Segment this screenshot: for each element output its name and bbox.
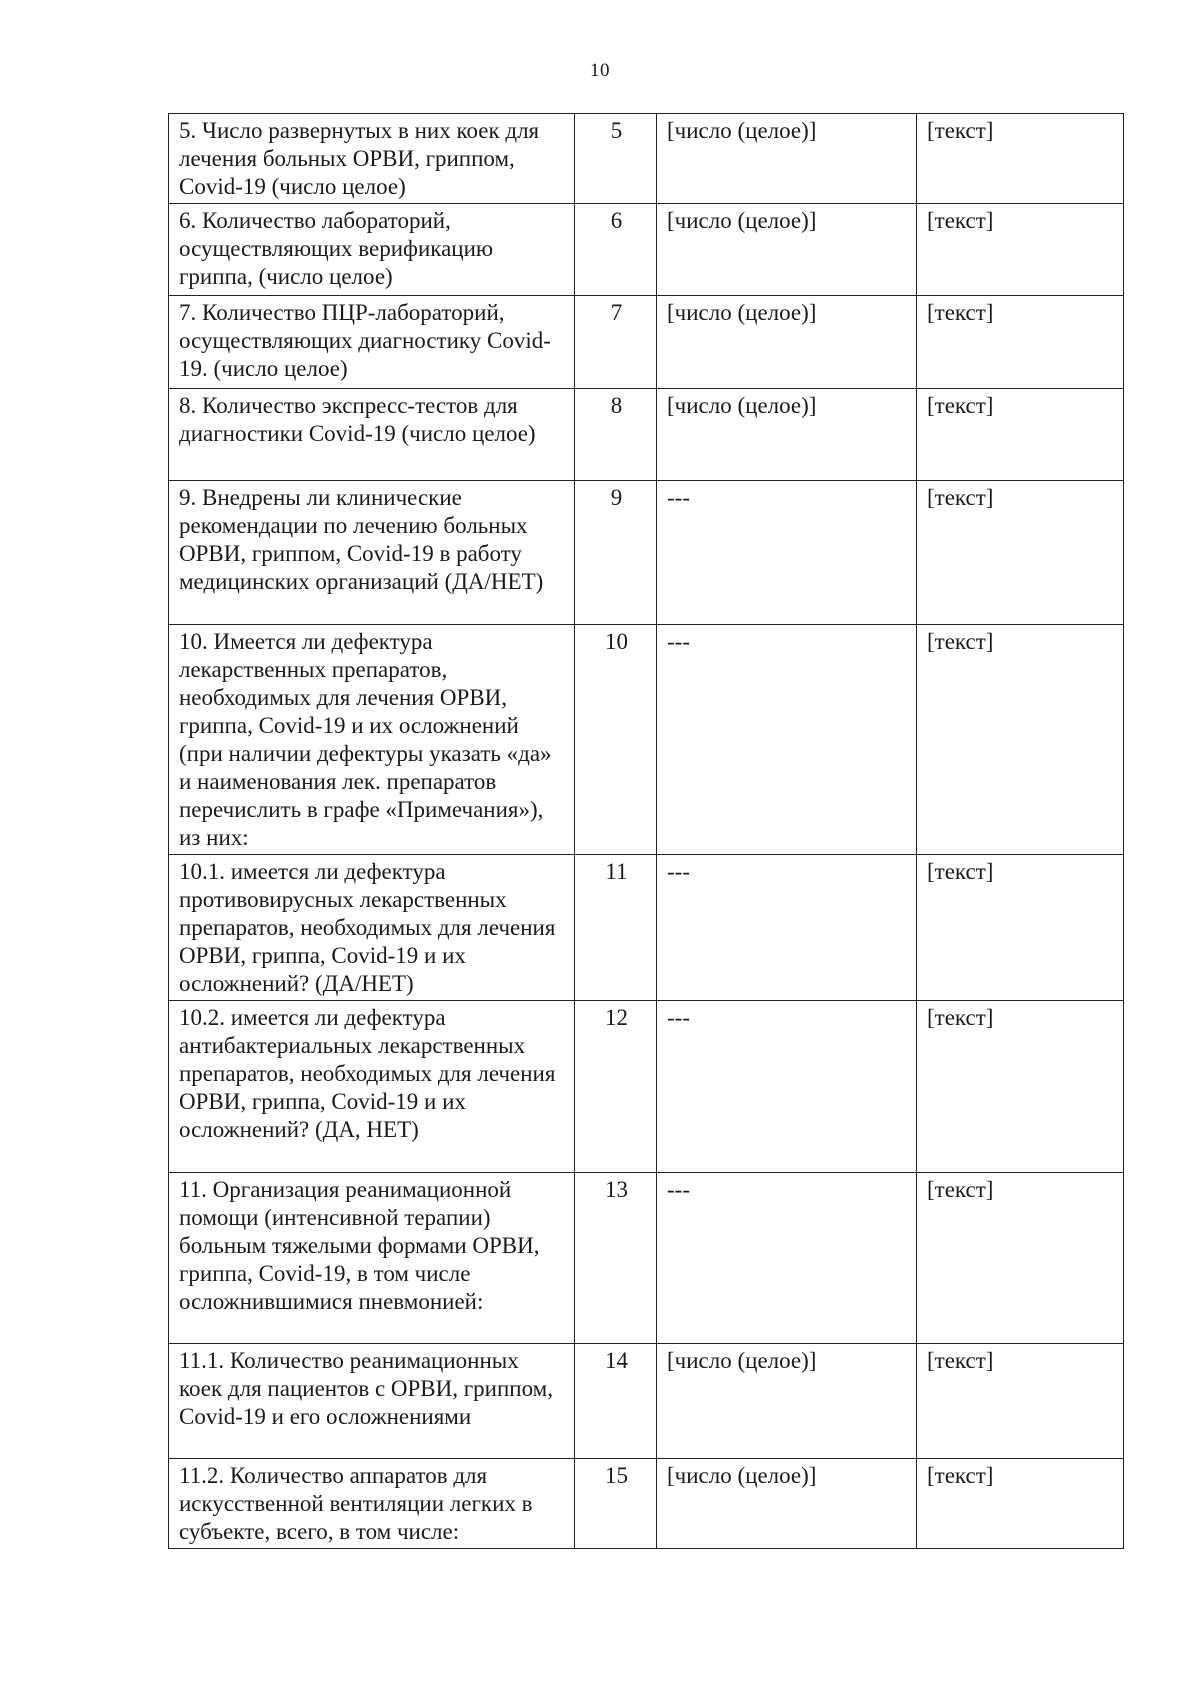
table-row — [169, 204, 1124, 296]
row-value-cell: --- — [657, 625, 917, 855]
row-name-cell: 10.2. имеется ли дефектура антибактериальных лекарственных препаратов, необходимых для лечения ОРВИ, гриппа, Covid-19 и их осложнений? (ДА, НЕТ) — [169, 1001, 575, 1173]
page-number: 10 — [590, 60, 610, 81]
row-note-cell: [текст] — [917, 481, 1124, 625]
row-number-cell: 10 — [575, 625, 657, 855]
row-number-cell: 8 — [575, 389, 657, 481]
row-note-cell: [текст] — [917, 1173, 1124, 1344]
table-row — [169, 296, 1124, 389]
row-note-cell: [текст] — [917, 855, 1124, 1001]
row-note-cell: [текст] — [917, 114, 1124, 204]
row-note-cell: [текст] — [917, 204, 1124, 296]
row-name-cell: 11.2. Количество аппаратов для искусственной вентиляции легких в субъекте, всего, в том числе: — [169, 1459, 575, 1549]
row-value-cell: [число (целое)] — [657, 1344, 917, 1459]
row-note-cell: [текст] — [917, 296, 1124, 389]
row-name-cell: 7. Количество ПЦР-лабораторий, осуществляющих диагностику Covid-19. (число целое) — [169, 296, 575, 389]
row-number-cell: 11 — [575, 855, 657, 1001]
table-row — [169, 389, 1124, 481]
row-name-cell: 5. Число развернутых в них коек для лечения больных ОРВИ, гриппом, Covid-19 (число целое) — [169, 114, 575, 204]
row-value-cell: [число (целое)] — [657, 389, 917, 481]
row-name-cell: 10. Имеется ли дефектура лекарственных препаратов, необходимых для лечения ОРВИ, гриппа, Covid-19 и их осложнений (при наличии дефектуры указать «да» и наименования лек. препаратов перечислить в графе «Примечания»), из них: — [169, 625, 575, 855]
row-name-cell: 9. Внедрены ли клинические рекомендации по лечению больных ОРВИ, гриппом, Covid-19 в работу медицинских организаций (ДА/НЕТ) — [169, 481, 575, 625]
row-value-cell: --- — [657, 855, 917, 1001]
row-number-cell: 6 — [575, 204, 657, 296]
row-value-cell: --- — [657, 1001, 917, 1173]
table-row — [169, 481, 1124, 625]
row-value-cell: [число (целое)] — [657, 204, 917, 296]
row-name-cell: 11.1. Количество реанимационных коек для пациентов с ОРВИ, гриппом, Covid-19 и его осложнениями — [169, 1344, 575, 1459]
row-number-cell: 9 — [575, 481, 657, 625]
row-name-cell: 11. Организация реанимационной помощи (интенсивной терапии) больным тяжелыми формами ОРВИ, гриппа, Covid-19, в том числе осложнившимися пневмонией: — [169, 1173, 575, 1344]
row-value-cell: [число (целое)] — [657, 1459, 917, 1549]
row-number-cell: 14 — [575, 1344, 657, 1459]
row-note-cell: [текст] — [917, 1459, 1124, 1549]
row-value-cell: --- — [657, 1173, 917, 1344]
table-row — [169, 855, 1124, 1001]
row-name-cell: 8. Количество экспресс-тестов для диагностики Covid-19 (число целое) — [169, 389, 575, 481]
table-row — [169, 1173, 1124, 1344]
form-table — [168, 113, 1124, 1549]
row-value-cell: [число (целое)] — [657, 114, 917, 204]
table-row — [169, 1459, 1124, 1549]
row-value-cell: --- — [657, 481, 917, 625]
row-name-cell: 6. Количество лабораторий, осуществляющих верификацию гриппа, (число целое) — [169, 204, 575, 296]
row-note-cell: [текст] — [917, 1344, 1124, 1459]
row-number-cell: 5 — [575, 114, 657, 204]
row-value-cell: [число (целое)] — [657, 296, 917, 389]
table-row — [169, 625, 1124, 855]
row-note-cell: [текст] — [917, 1001, 1124, 1173]
row-number-cell: 15 — [575, 1459, 657, 1549]
row-number-cell: 7 — [575, 296, 657, 389]
table-row — [169, 1001, 1124, 1173]
row-note-cell: [текст] — [917, 625, 1124, 855]
row-note-cell: [текст] — [917, 389, 1124, 481]
table-row — [169, 1344, 1124, 1459]
row-name-cell: 10.1. имеется ли дефектура противовирусных лекарственных препаратов, необходимых для лечения ОРВИ, гриппа, Covid-19 и их осложнений? (ДА/НЕТ) — [169, 855, 575, 1001]
row-number-cell: 13 — [575, 1173, 657, 1344]
row-number-cell: 12 — [575, 1001, 657, 1173]
table-row — [169, 114, 1124, 204]
